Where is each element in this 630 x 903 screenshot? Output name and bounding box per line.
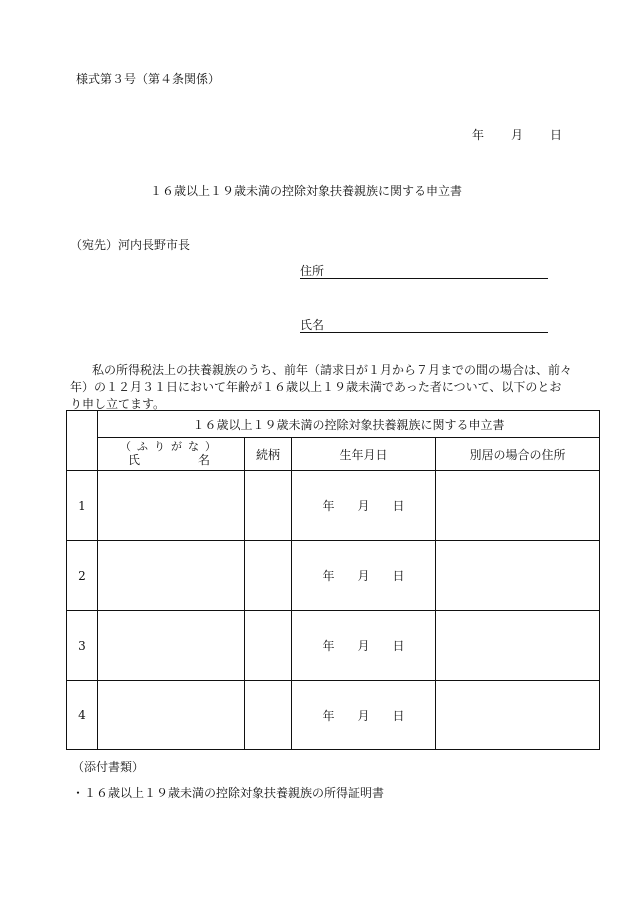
birth-month-label: 月 bbox=[357, 569, 370, 583]
name-field[interactable] bbox=[300, 316, 548, 333]
separate-address-cell[interactable] bbox=[436, 541, 600, 611]
birth-year-label: 年 bbox=[322, 639, 335, 653]
table-row bbox=[67, 681, 600, 750]
table-row bbox=[67, 471, 600, 541]
birthdate-cell[interactable] bbox=[292, 611, 436, 681]
row-number: 2 bbox=[67, 541, 98, 611]
date-line[interactable] bbox=[472, 126, 562, 143]
birth-day-label: 日 bbox=[392, 708, 405, 723]
relation-cell[interactable] bbox=[245, 471, 292, 541]
birthdate-cell[interactable] bbox=[292, 541, 436, 611]
birth-month-label: 月 bbox=[357, 639, 370, 653]
address-label: 住所 bbox=[300, 264, 325, 278]
name-cell[interactable] bbox=[98, 611, 245, 681]
name-cell[interactable] bbox=[98, 681, 245, 750]
relation-cell[interactable] bbox=[245, 681, 292, 750]
birth-day-label: 日 bbox=[392, 499, 405, 513]
form-number: 様式第３号（第４条関係） bbox=[76, 72, 221, 86]
birth-year-label: 年 bbox=[322, 569, 335, 583]
row-number: 4 bbox=[67, 681, 98, 750]
birth-year-label: 年 bbox=[322, 708, 335, 723]
address-field[interactable] bbox=[300, 262, 548, 279]
name-cell[interactable] bbox=[98, 541, 245, 611]
row-number: 1 bbox=[67, 471, 98, 541]
dependents-table bbox=[66, 410, 600, 750]
name-label: 氏名 bbox=[300, 318, 325, 332]
birthdate-header: 生年月日 bbox=[292, 438, 436, 471]
declaration-line: り申し立てます。 bbox=[70, 397, 166, 411]
name-header bbox=[98, 438, 245, 471]
table-caption: １６歳以上１９歳未満の控除対象扶養親族に関する申立書 bbox=[98, 411, 600, 438]
birth-month-label: 月 bbox=[357, 499, 370, 513]
row-number: 3 bbox=[67, 611, 98, 681]
table-row bbox=[67, 611, 600, 681]
separate-address-header: 別居の場合の住所 bbox=[436, 438, 600, 471]
table-row bbox=[67, 541, 600, 611]
birthdate-cell[interactable] bbox=[292, 681, 436, 750]
birth-day-label: 日 bbox=[392, 639, 405, 653]
furigana-header: （ふりがな） bbox=[120, 440, 222, 453]
birth-day-label: 日 bbox=[392, 569, 405, 583]
separate-address-cell[interactable] bbox=[436, 611, 600, 681]
birth-month-label: 月 bbox=[357, 708, 370, 723]
attachment-item: ・１６歳以上１９歳未満の控除対象扶養親族の所得証明書 bbox=[72, 786, 385, 800]
relation-cell[interactable] bbox=[245, 541, 292, 611]
declaration-line: 私の所得税法上の扶養親族のうち、前年（請求日が１月から７月までの間の場合は、前々 bbox=[92, 363, 573, 377]
table-corner-cell bbox=[67, 411, 98, 471]
name-cell[interactable] bbox=[98, 471, 245, 541]
attachments-heading: （添付書類） bbox=[72, 760, 145, 774]
birth-year-label: 年 bbox=[322, 499, 335, 513]
relation-cell[interactable] bbox=[245, 611, 292, 681]
date-day-label: 日 bbox=[549, 128, 562, 142]
name-header-surname: 氏 bbox=[128, 453, 141, 467]
date-month-label: 月 bbox=[510, 128, 523, 142]
declaration-text bbox=[70, 362, 590, 413]
relation-header: 続柄 bbox=[245, 438, 292, 471]
name-header-given: 名 bbox=[197, 453, 210, 467]
separate-address-cell[interactable] bbox=[436, 681, 600, 750]
addressee: （宛先）河内長野市長 bbox=[70, 238, 191, 252]
declaration-line: 年）の１２月３１日において年齢が１６歳以上１９歳未満であった者について、以下のとお bbox=[70, 380, 562, 394]
date-year-label: 年 bbox=[472, 128, 485, 142]
birthdate-cell[interactable] bbox=[292, 471, 436, 541]
document-title: １６歳以上１９歳未満の控除対象扶養親族に関する申立書 bbox=[150, 184, 463, 198]
separate-address-cell[interactable] bbox=[436, 471, 600, 541]
